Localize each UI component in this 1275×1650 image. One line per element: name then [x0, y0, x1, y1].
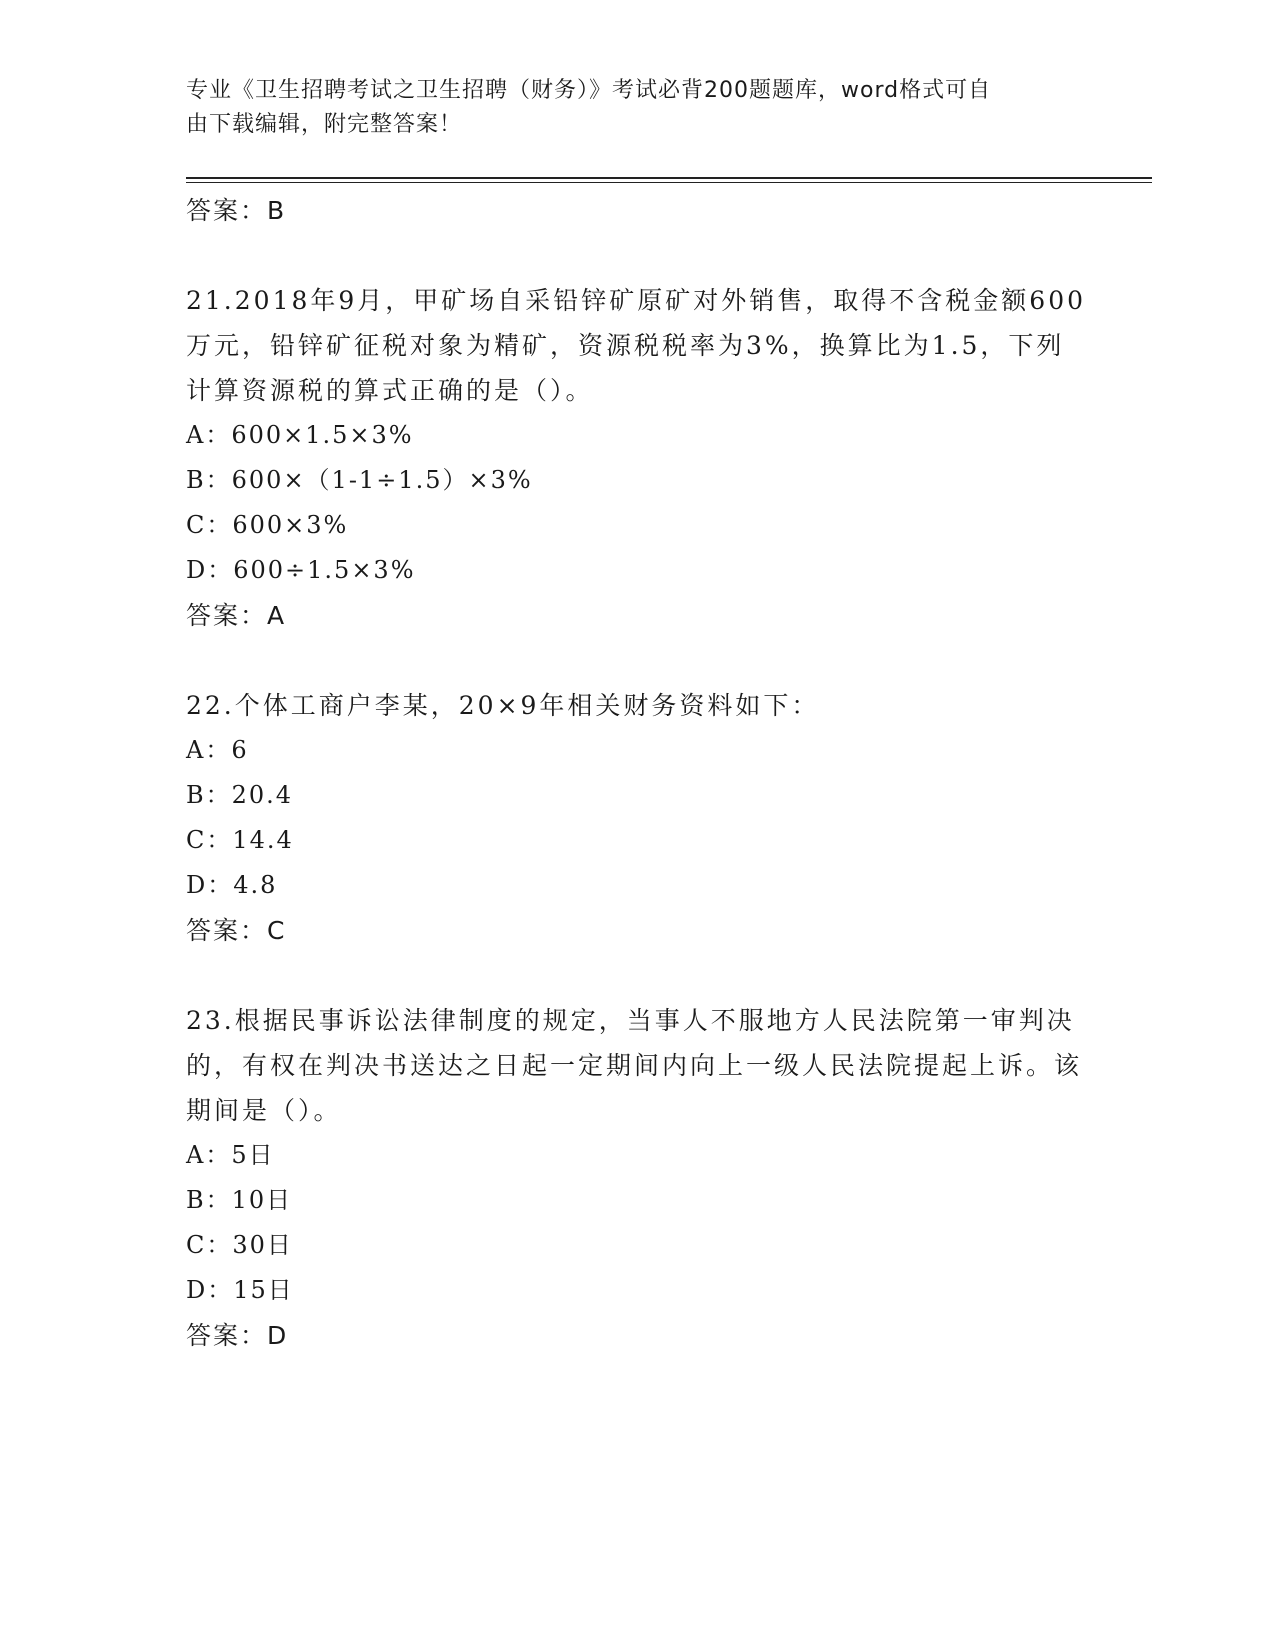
header-line-2: 由下载编辑，附完整答案！: [186, 112, 463, 137]
question-list: [186, 188, 1086, 1403]
question-answer: 答案：D: [186, 1321, 289, 1350]
option-c: C：600×3%: [186, 511, 349, 539]
question-stem: 21.2018年9月，甲矿场自采铅锌矿原矿对外销售，取得不含税金额600万元，铅锌矿征税对象为精矿，资源税税率为3%，换算比为1.5，下列计算资源税的算式正确的是（）。: [186, 286, 1087, 405]
question-answer: 答案：C: [186, 916, 287, 945]
header-divider-thin: [186, 182, 1152, 183]
header-line-1: 专业《卫生招聘考试之卫生招聘（财务）》考试必背200题题库，word格式可自: [186, 78, 992, 103]
question-answer: 答案：A: [186, 601, 287, 630]
question-stem: 22.个体工商户李某，20×9年相关财务资料如下：: [186, 691, 820, 720]
option-b: B：600×（1-1÷1.5）×3%: [186, 466, 533, 494]
question-23: [186, 998, 1086, 1359]
option-a: A：5日: [186, 1141, 275, 1169]
document-header: [186, 74, 1066, 142]
header-divider: [186, 177, 1152, 179]
option-a: A：600×1.5×3%: [186, 421, 414, 449]
previous-answer: 答案：B: [186, 196, 287, 225]
option-c: C：30日: [186, 1231, 293, 1259]
question-stem: 23.根据民事诉讼法律制度的规定，当事人不服地方人民法院第一审判决的，有权在判决书送达之日起一定期间内向上一级人民法院提起上诉。该期间是（）。: [186, 1006, 1083, 1125]
option-d: D：600÷1.5×3%: [186, 556, 416, 584]
option-d: D：4.8: [186, 871, 278, 899]
option-c: C：14.4: [186, 826, 294, 854]
option-b: B：20.4: [186, 781, 294, 809]
option-b: B：10日: [186, 1186, 293, 1214]
option-d: D：15日: [186, 1276, 294, 1304]
question-22: [186, 683, 1086, 954]
question-21: [186, 278, 1086, 639]
option-a: A：6: [186, 736, 249, 764]
